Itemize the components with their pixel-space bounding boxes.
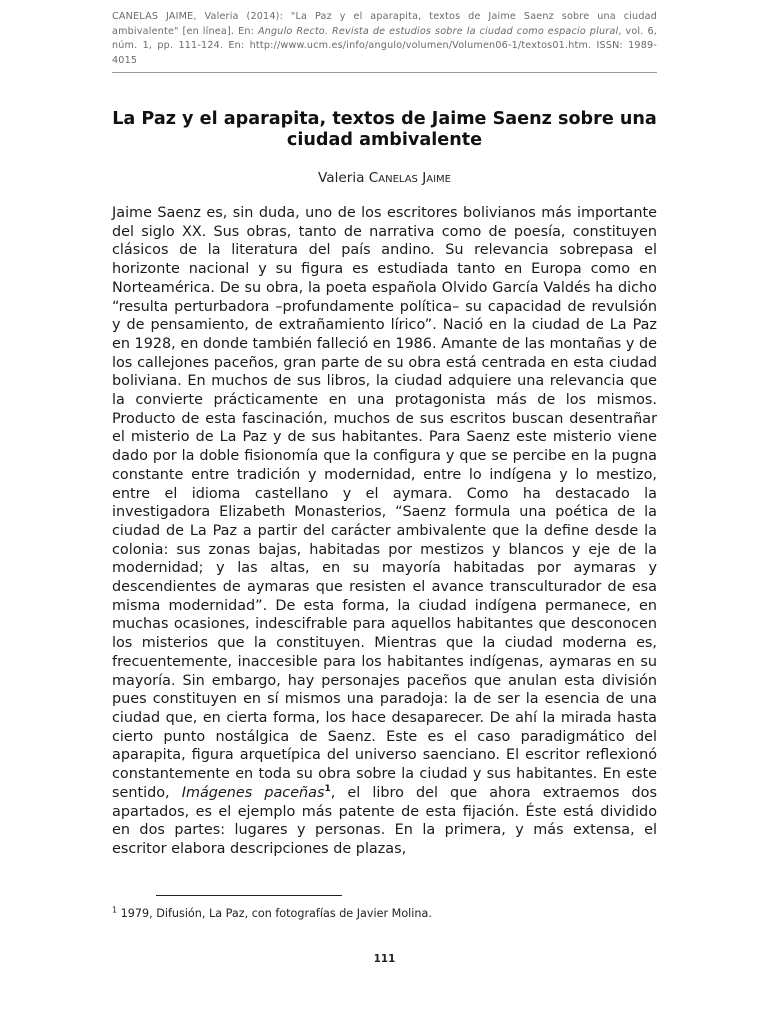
body-text (112, 204, 657, 859)
footnote-number: 1 (112, 905, 118, 915)
body-text-after: , el libro del que ahora extraemos dos apartados, es el ejemplo más patente de esta fijación. Éste está dividido en dos partes: lugares y personas. En la primera, y más extensa, el escritor elabora descripciones de plazas, (112, 784, 657, 857)
footnote-divider (156, 895, 342, 896)
body-paragraph (112, 204, 657, 859)
page-number: 111 (373, 953, 396, 965)
footnote-text: 1979, Difusión, La Paz, con fotografías de Javier Molina. (120, 907, 432, 920)
citation-prefix: CANELAS JAIME, Valeria (2014): "La Paz y el aparapita, textos de Jaime Saenz sobre una ciudad ambivalente" [en línea]. En: (112, 11, 657, 37)
footnote-reference[interactable]: 1 (324, 784, 331, 794)
book-title: Imágenes paceñas (181, 784, 325, 801)
citation-journal: Angulo Recto. Revista de estudios sobre la ciudad como espacio plural (257, 25, 619, 37)
header-divider (112, 72, 657, 73)
author-given-name: Valeria (318, 170, 365, 186)
article-author (112, 169, 657, 187)
body-text-before: Jaime Saenz es, sin duda, uno de los escritores bolivianos más importante del siglo XX. Sus obras, tanto de narrativa como de poesía, constituyen clásicos de la literatura del país andino. Su relevancia sobrepasa el horizonte nacional y su figura es estudiada tanto en Europa como en Norteamérica. De su obra, la poeta española Olvido García Valdés ha dicho “resulta perturbadora –profundamente política– su capacidad de revulsión y de pensamiento, de extrañamiento lírico”. Nació en la ciudad de La Paz en 1928, en donde también falleció en 1986. Amante de las montañas y de los callejones paceños, gran parte de su obra está centrada en esta ciudad boliviana. En muchos de sus libros, la ciudad adquiere una relevancia que la convierte prácticamente en una protagonista más de los mismos. Producto de esta fascinación, muchos de sus escritos buscan desentrañar el misterio de La Paz y de sus habitantes. Para Saenz este misterio viene dado por la doble fisionomía que la configura y que se percibe en la pugna constante entre tradición y modernidad, entre lo indígena y lo mestizo, entre el idioma castellano y el aymara. Como ha destacado la investigadora Elizabeth Monasterios, “Saenz formula una poética de la ciudad de La Paz a partir del carácter ambivalente que la define desde la colonia: sus zonas bajas, habitadas por mestizos y blancos y eje de la modernidad; y las altas, en su mayoría habitadas por aymaras y descendientes de aymaras que resisten el avance transculturador de esa misma modernidad”. De esta forma, la ciudad indígena permanece, en muchas ocasiones, indescifrable para aquellos habitantes que desconocen los misterios que la constituyen. Mientras que la ciudad moderna es, frecuentemente, inaccesible para los habitantes indígenas, aymaras en su mayoría. Sin embargo, hay personajes paceños que anulan esta división pues constituyen en sí mismos una paradoja: la de ser la esencia de una ciudad que, en cierta forma, los hace desaparecer. De ahí la mirada hasta cierto punto nostálgica de Saenz. Este es el caso paradigmático del aparapita, figura arquetípica del universo saenciano. El escritor reflexionó constantemente en toda su obra sobre la ciudad y sus habitantes. En este sentido, (112, 205, 657, 801)
citation-header (112, 10, 657, 68)
article-title: La Paz y el aparapita, textos de Jaime Saenz sobre una ciudad ambivalente (112, 109, 657, 150)
author-surname: Canelas Jaime (368, 170, 451, 186)
footnote (112, 906, 657, 922)
citation-suffix: , vol. 6, núm. 1, pp. 111-124. En: http://www.ucm.es/info/angulo/volumen/Volumen06-1/textos01.htm. ISSN: 1989-4015 (112, 25, 657, 66)
